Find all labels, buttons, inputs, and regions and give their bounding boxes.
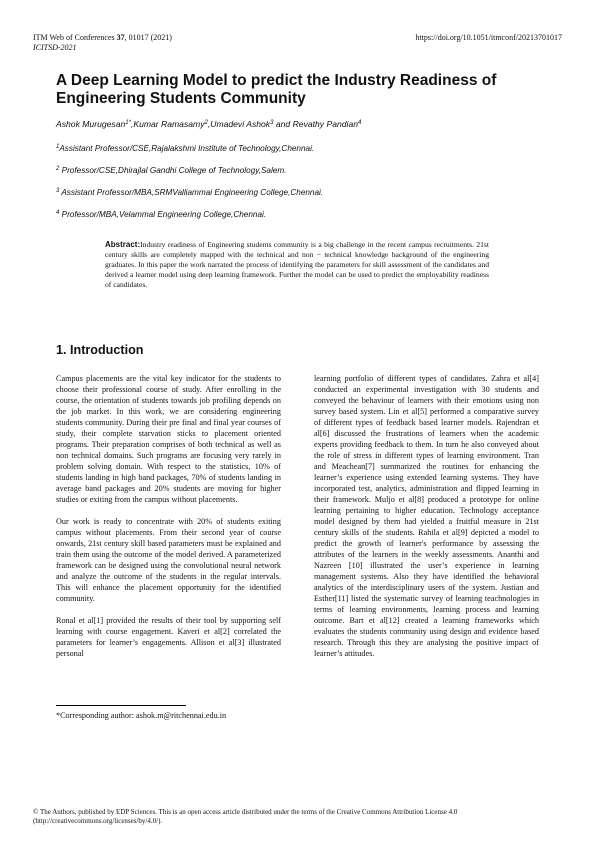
- paragraph: Ronal et al[1] provided the results of their tool by supporting self learning with course engagement. Kaveri et al[2] correlated the parameters for learner’s engagements. Allison et al[3] illustrated personal: [56, 616, 281, 658]
- journal-name: ITM Web of Conferences: [33, 33, 117, 42]
- paper-title: A Deep Learning Model to predict the Industry Readiness of Engineering Students Community: [56, 72, 497, 107]
- corresponding-author-footnote: *Corresponding author: ashok.m@ritchennai.edu.in: [56, 711, 227, 720]
- author: Umadevi Ashok$^3$: [210, 119, 274, 129]
- affiliation: $^1$Assistant Professor/CSE,Rajalakshmi Institute of Technology,Chennai.: [56, 144, 315, 153]
- body-column-left: [56, 373, 281, 670]
- running-header-left: [33, 33, 172, 53]
- affiliation: $^4$ Professor/MBA,Velammal Engineering College,Chennai.: [56, 210, 267, 219]
- footnote-divider: [56, 705, 186, 706]
- section-heading: 1. Introduction: [56, 343, 144, 357]
- paragraph: Campus placements are the vital key indicator for the students to choose their professional course of study. After enrolling in the course, the orientation of students towards job profiling depends on the job market. In this work, we are considering engineering students community. During their pre final and final year courses of study, their complete starvation sticks to placement oriented programs. Their preparation comprises of both technical as well as non technical domains. Such programs are focusing very rarely in problem solving domain. With respect to the statistics, 10% of students landing in high band packages, 70% of students landing in average band packages and 20% students are moving for higher studies or exiting from the campus without placements.: [56, 374, 281, 504]
- article-number: , 01017 (2021): [124, 33, 172, 42]
- journal-volume: 37: [116, 33, 125, 42]
- abstract-text: Industry readiness of Engineering students community is a big challenge in the recent campus recruitments. 21st century skills are completely mapped with the technical and non − technical knowledge background of the engineering graduates. In this paper the work narrated the process of identifying the parameters for skill assessment of the candidates and derived a learner model using deep learning framework. Further the model can be used to predict the employability readiness of candidates.: [105, 240, 489, 289]
- paragraph: learning portfolio of different types of candidates. Zahra et al[4] conducted an experimental investigation with 30 students and conveyed the behaviour of learners with their emotions using non survey based system. Lin et al[5] performed a comparative survey of different types of feedback based learner models. Rajendran et al[6] discussed the frustrations of learners when the academic experts providing feedback to them. In turn he also conveyed about the role of stress in different types of learning environment. Tran and Meachean[7] summarized the routines for enhancing the learner’s experience using extended learning systems. They have incorporated test, analytics, administration and flipped learning in their framework. Muljo et al[8] produced a prototype for online learning pertaining to higher education. Technology acceptance model designed by them had yielded a fruitful measure in 21st century skills of the students. Rahila et al[9] depicted a model to predict the growth of learner's performance by assessing the attributes of the learners in the weekly assessments. Ananthi and Nazreen [10] illustrated the user’s experience in learning management systems. Also they have identified the behavioral analytics of the interdisciplinary users of the system. Justian and Esther[11] listed the systematic survey of learning teachnologies in terms of learning environments, learning process and learning outcome. Bart et al[12] created a learning frameworks which evaluates the students community using design and evidence based research. Through this they are analysing the positive impact of learner’s attitudes.: [314, 374, 539, 658]
- conference-name: ICITSD-2021: [33, 43, 77, 52]
- abstract: [105, 240, 489, 290]
- paragraph: Our work is ready to concentrate with 20% of students exiting campus without placements. From their second year of course onwards, 21st century skill based parameters must be explained and train them using the outcome of the model derived. A parameterized framework can be designed using the convolutional neural network and analyze the outcome of the students in the regular intervals. This will enhance the placement opportunity for the identified community.: [56, 517, 281, 603]
- journal-citation: [33, 33, 172, 43]
- abstract-label: Abstract:: [105, 240, 141, 249]
- body-column-right: [314, 373, 539, 670]
- license-notice: [33, 808, 573, 826]
- author: Kumar Ramasamy$^2$: [133, 119, 208, 129]
- doi-link[interactable]: https://doi.org/10.1051/itmconf/20213701017: [415, 33, 562, 42]
- author: Ashok Murugesan$^{1*}$: [56, 119, 131, 129]
- license-link[interactable]: (http://creativecommons.org/licenses/by/4.0/).: [33, 817, 163, 825]
- affiliation: $^3$ Assistant Professor/MBA,SRMValliammai Engineering College,Chennai.: [56, 188, 324, 197]
- author-list: Ashok Murugesan$^{1*}$,Kumar Ramasamy$^2$,Umadevi Ashok$^3$ and Revathy Pandian$^4$: [56, 119, 362, 129]
- affiliation: $^2$ Professor/CSE,Dhirajlal Gandhi College of Technology,Salem.: [56, 166, 287, 175]
- license-line: © The Authors, published by EDP Sciences. This is an open access article distributed under the terms of the Creative Commons Attribution License 4.0: [33, 808, 458, 816]
- author: Revathy Pandian$^4$: [292, 119, 362, 129]
